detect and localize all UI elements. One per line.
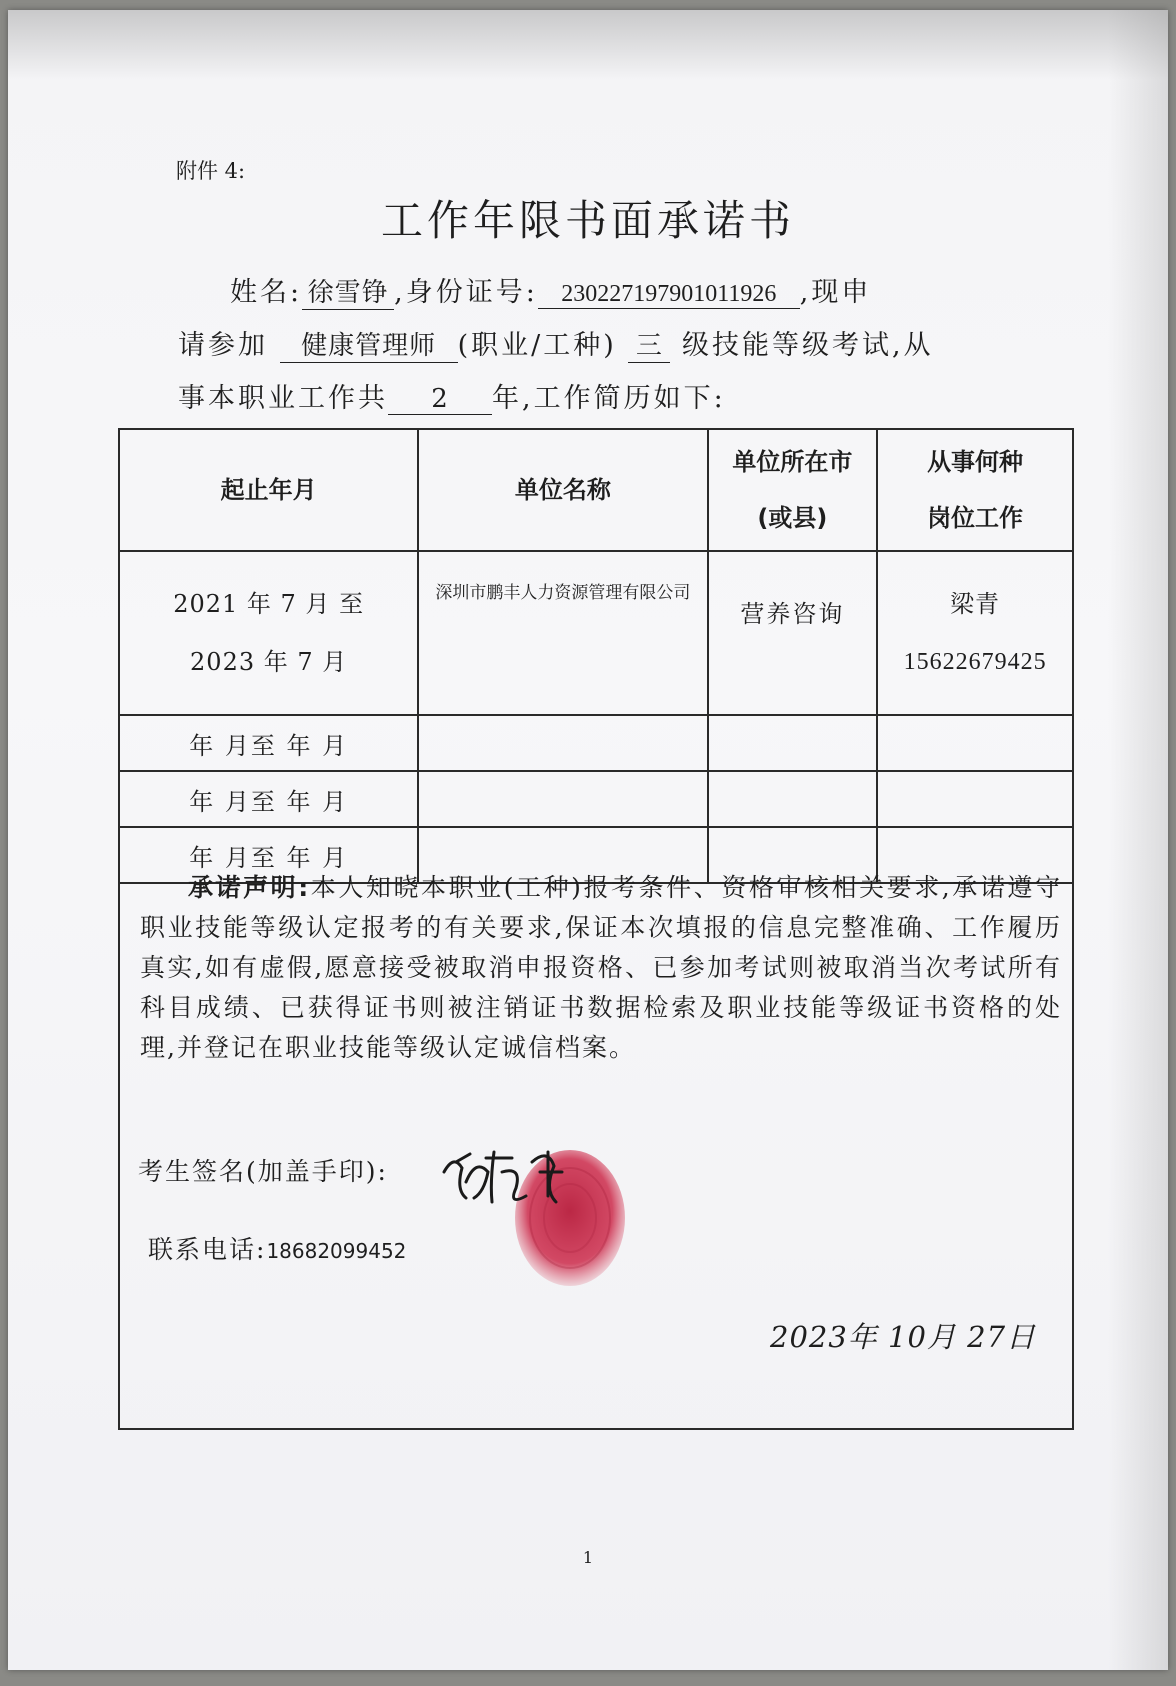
row3-city — [708, 771, 878, 827]
header-post-line1: 从事何种 — [927, 448, 1024, 476]
row1-post-name: 梁青 — [950, 590, 1001, 618]
row4-period: 年 月至 年 月 — [119, 827, 418, 883]
row3-org — [418, 771, 707, 827]
intro-line-2 — [178, 323, 1028, 363]
header-city-line1: 单位所在市 — [732, 448, 853, 476]
declaration-label: 承诺声明: — [188, 873, 311, 902]
page-title: 工作年限书面承诺书 — [380, 196, 795, 245]
row1-post-phone: 15622679425 — [903, 649, 1047, 675]
id-label: ,身份证号: — [394, 277, 538, 308]
phone-label: 联系电话: — [148, 1235, 267, 1264]
header-period: 起止年月 — [119, 429, 418, 551]
intro-line-1-end: ,现申 — [799, 277, 872, 308]
row1-post — [877, 551, 1073, 715]
level-field: 三 — [628, 325, 670, 363]
header-org: 单位名称 — [418, 429, 707, 551]
intro-line-3 — [178, 376, 1028, 415]
page-number: 1 — [582, 1548, 594, 1567]
page-shadow-right — [1108, 10, 1168, 1670]
occupation-suffix: (职业/工种) — [457, 330, 617, 361]
header-city-line2: (或县) — [757, 504, 828, 532]
row1-org: 深圳市鹏丰人力资源管理有限公司 — [418, 551, 707, 715]
row1-period-end: 2023 年 7 月 — [190, 648, 348, 676]
row3-period: 年 月至 年 月 — [119, 771, 418, 827]
row2-post — [877, 715, 1073, 771]
row2-period: 年 月至 年 月 — [119, 715, 418, 771]
row1-city: 营养咨询 — [708, 551, 878, 715]
phone-number: 18682099452 — [266, 1239, 407, 1263]
intro-line-1 — [178, 270, 1028, 310]
declaration-text — [140, 868, 1062, 1068]
declaration-body: 本人知晓本职业(工种)报考条件、资格审核相关要求,承诺遵守职业技能等级认定报考的有关要求,保证本次填报的信息完整准确、工作履历真实,如有虚假,愿意接受被取消申报资格、已参加考试则被取消当次考试所有科目成绩、已获得证书则被注销证书数据检索及职业技能等级证书资格的处理,并登记在职业技能等级认定诚信档案。 — [140, 873, 1062, 1062]
name-field: 徐雪铮 — [302, 272, 394, 310]
years-label: 事本职业工作共 — [178, 383, 388, 414]
page-shadow — [8, 10, 1168, 80]
signature-label: 考生签名(加盖手印): — [138, 1157, 388, 1186]
work-history-table — [118, 428, 1074, 884]
attachment-label: 附件 4: — [176, 159, 246, 183]
header-post-line2: 岗位工作 — [927, 504, 1024, 532]
years-field: 2 — [388, 384, 492, 415]
level-suffix: 级技能等级考试,从 — [681, 330, 934, 361]
document-page — [8, 10, 1168, 1670]
row1-period-start: 2021 年 7 月 至 — [173, 590, 365, 618]
table-row — [119, 715, 1073, 771]
header-city — [708, 429, 878, 551]
phone-line — [148, 1230, 406, 1266]
apply-label: 请参加 — [178, 330, 268, 361]
occupation-field: 健康管理师 — [280, 325, 458, 363]
table-row — [119, 551, 1073, 715]
row2-org — [418, 715, 707, 771]
signed-date: 2023年 10月 27日 — [770, 1320, 1037, 1354]
years-suffix: 年,工作简历如下: — [492, 383, 726, 414]
name-label: 姓名: — [230, 277, 303, 308]
row2-city — [708, 715, 878, 771]
id-number-field: 230227197901011926 — [538, 281, 800, 309]
row1-period — [119, 551, 418, 715]
row3-post — [877, 771, 1073, 827]
handwritten-signature — [436, 1142, 586, 1212]
table-header-row — [119, 429, 1073, 551]
table-row — [119, 771, 1073, 827]
header-post — [877, 429, 1073, 551]
